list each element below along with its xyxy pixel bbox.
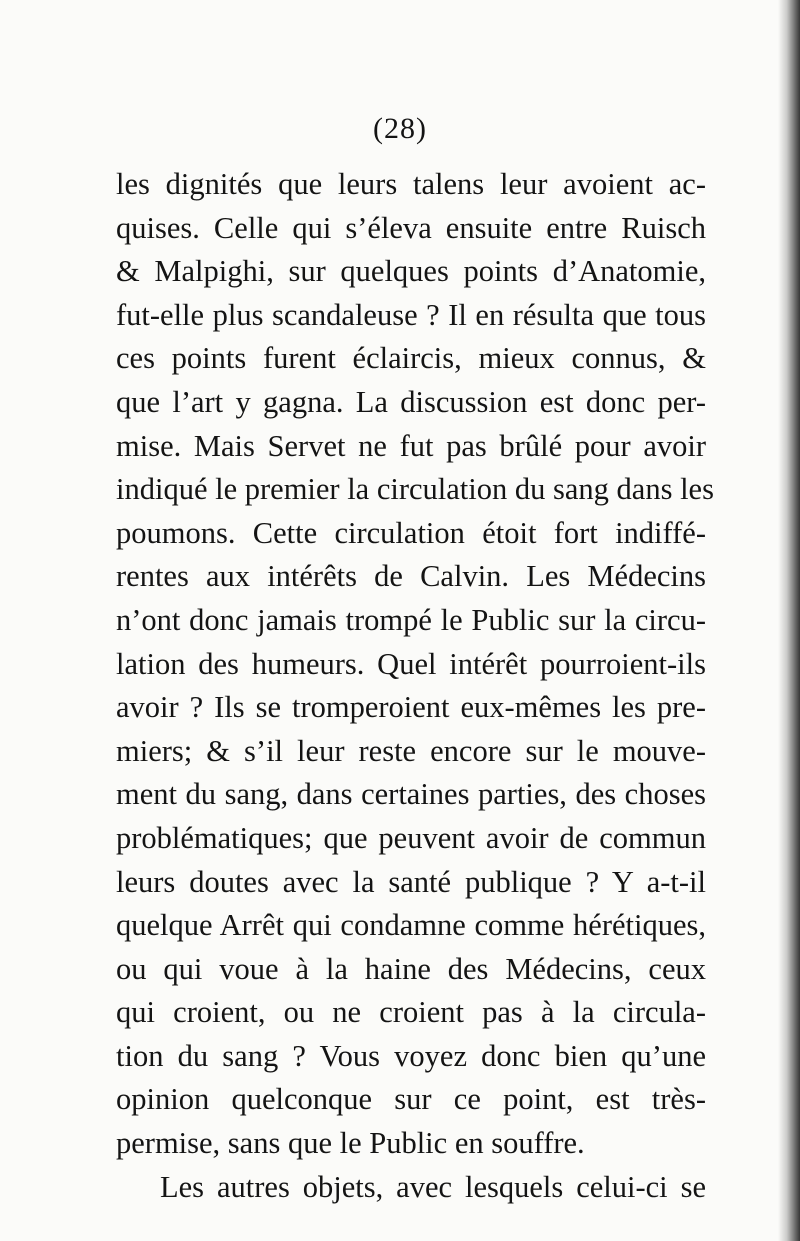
text-line: problématiques; que peuvent avoir de commun — [116, 820, 706, 855]
body-text — [116, 163, 714, 1209]
text-line: avoir ? Ils se tromperoient eux-mêmes les pre- — [116, 690, 706, 725]
text-line: rentes aux intérêts de Calvin. Les Médecins — [116, 559, 706, 594]
text-line: mise. Mais Servet ne fut pas brûlé pour avoir — [116, 428, 706, 463]
text-line: indiqué le premier la circulation du sang dans les — [116, 472, 714, 507]
text-line: fut-elle plus scandaleuse ? Il en résulta que tous — [116, 297, 706, 332]
text-line: les dignités que leurs talens leur avoient ac- — [116, 167, 706, 201]
page-number: (28) — [373, 112, 427, 145]
paragraph-first-line: Les autres objets, avec lesquels celui-ci se — [160, 1169, 706, 1204]
text-line: quises. Celle qui s’éleva ensuite entre Ruisch — [116, 210, 706, 245]
text-line: poumons. Cette circulation étoit fort indiffé- — [116, 515, 706, 550]
text-line: ces points furent éclaircis, mieux connus, & — [116, 341, 706, 376]
text-line: opinion quelconque sur ce point, est très- — [116, 1082, 706, 1117]
text-line: miers; & s’il leur reste encore sur le mouve- — [116, 733, 706, 768]
text-line: tion du sang ? Vous voyez donc bien qu’une — [116, 1038, 706, 1073]
text-line: n’ont donc jamais trompé le Public sur la circu- — [116, 602, 706, 637]
text-line: qui croient, ou ne croient pas à la circula- — [116, 995, 706, 1030]
page-binding-shadow — [778, 0, 800, 1241]
paragraph-end-line: permise, sans que le Public en souffre. — [116, 1126, 585, 1161]
text-line: ou qui voue à la haine des Médecins, ceux — [116, 951, 706, 986]
text-line: leurs doutes avec la santé publique ? Y a-t-il — [116, 864, 706, 899]
text-line: quelque Arrêt qui condamne comme hérétiques, — [116, 908, 706, 943]
text-line: lation des humeurs. Quel intérêt pourroient-ils — [116, 646, 706, 681]
text-line: ment du sang, dans certaines parties, des choses — [116, 777, 706, 812]
text-line: & Malpighi, sur quelques points d’Anatomie, — [116, 254, 706, 289]
text-line: que l’art y gagna. La discussion est donc per- — [116, 384, 706, 419]
